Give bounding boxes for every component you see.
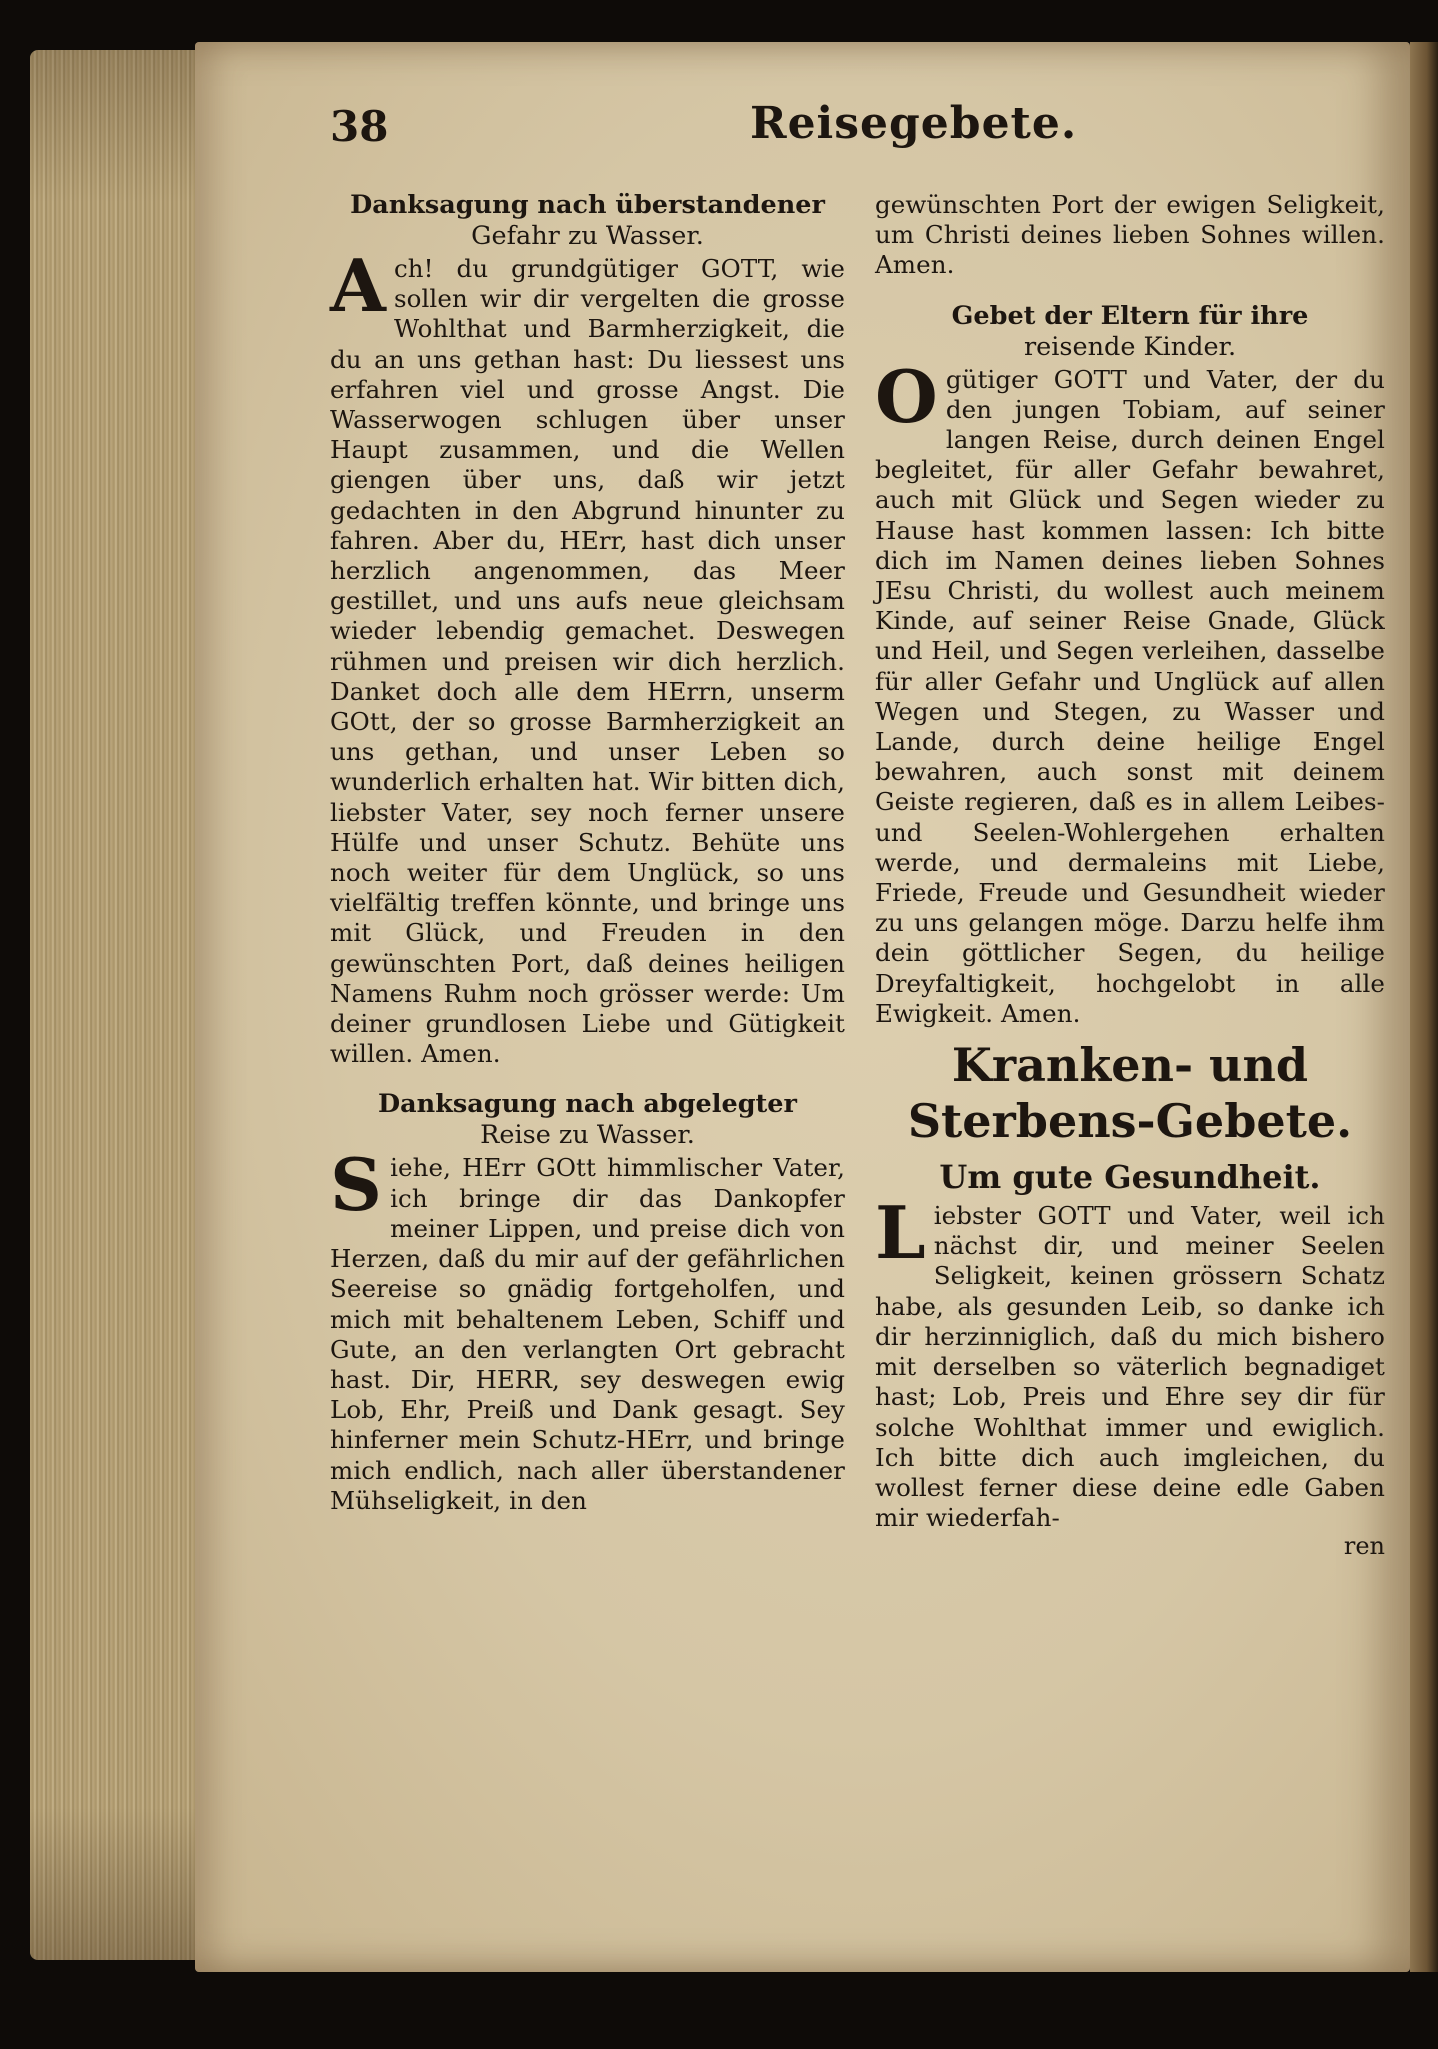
heading-title: Gebet der Eltern für ihre <box>951 300 1309 331</box>
section-heading-danksagung-gefahr <box>330 190 845 252</box>
prayer-text-gesundheit <box>875 1190 1385 1533</box>
heading-subtitle: Gefahr zu Wasser. <box>471 221 704 251</box>
dropcap: A <box>330 243 386 328</box>
heading-subtitle: Reise zu Wasser. <box>480 1120 695 1151</box>
page-header <box>330 90 1390 160</box>
section-heading-danksagung-reise <box>330 1089 845 1151</box>
section-heading-gebet-eltern <box>875 301 1385 363</box>
prayer-continuation: gewünschten Port der ewigen Seligkeit, um Christi deines lieben Sohnes willen. Amen. <box>875 190 1385 280</box>
book-gutter <box>1410 42 1438 1972</box>
prayer-body: iebster GOTT und Vater, weil ich nächst dir, und meiner Seelen Seligkeit, keinen grössern Schatz habe, als gesunden Leib, so danke ich dir herzinniglich, daß du mich bishero mit derselben so väterlich begnadiget hast; Lob, Preis und Ehre sey dir für solche Wohlthat immer und ewiglich. Ich bitte dich auch imgleichen, du wollest ferner diese deine edle Gaben mir wiederfah- <box>875 1201 1385 1533</box>
dropcap: O <box>875 353 938 439</box>
heading-title: Danksagung nach überstandener <box>350 190 825 220</box>
left-column <box>330 190 845 1516</box>
catchword: ren <box>1343 1532 1385 1561</box>
page-number: 38 <box>330 102 389 151</box>
prayer-text-danksagung-reise <box>330 1142 845 1515</box>
heading-subtitle: reisende Kinder. <box>1023 331 1237 362</box>
prayer-text-danksagung-gefahr <box>330 243 845 1069</box>
prayer-body: gütiger GOTT und Vater, der du den jungen Tobiam, auf seiner langen Reise, durch deinen Engel begleitet, für aller Gefahr bewahret, auch mit Glück und Segen wieder zu Hause hast kommen lassen: Ich bitte dich im Namen deines lieben Sohnes JEsu Christi, du wollest auch meinem Kinde, auf seiner Reise Gnade, Glück und Heil, und Segen verleihen, dasselbe für aller Gefahr und Unglück auf allen Wegen und Stegen, zu Wasser und Lande, durch deine heilige Engel bewahren, auch sonst mit deinem Geiste regieren, daß es in allem Leibes- und Seelen-Wohlergehen erhalten werde, und dermaleins mit Liebe, Friede, Freude und Gesundheit wieder zu uns gelangen möge. Darzu helfe ihm dein göttlicher Segen, du heilige Dreyfaltigkeit, hochgelobt in alle Ewigkeit. Amen. <box>875 364 1385 1028</box>
heading-title: Danksagung nach abgelegter <box>378 1089 797 1120</box>
dropcap: L <box>875 1190 926 1276</box>
running-title: Reisegebete. <box>750 98 1078 149</box>
prayer-text-gebet-eltern <box>875 353 1385 1029</box>
prayer-body: iehe, HErr GOtt himmlischer Vater, ich bringe dir das Dankopfer meiner Lippen, und preise dich von Herzen, daß du mir auf der gefährlichen Seereise so gnädig fortgeholfen, und mich mit behaltenem Leben, Schiff und Gute, an den verlangten Ort gebracht hast. Dir, HERR, sey deswegen ewig Lob, Ehr, Preiß und Dank gesagt. Sey hinferner mein Schutz-HErr, und bringe mich endlich, nach aller überstandener Mühseligkeit, in den <box>330 1153 845 1515</box>
chapter-heading-kranken-sterbens: Kranken- und Sterbens-Gebete. <box>907 1038 1353 1149</box>
section-heading-gesundheit: Um gute Gesundheit. <box>939 1158 1321 1197</box>
dropcap: S <box>330 1142 383 1228</box>
right-column <box>875 190 1385 1561</box>
prayer-body: ch! du grundgütiger GOTT, wie sollen wir dir vergelten die grosse Wohlthat und Barmherzigkeit, die du an uns gethan hast: Du liessest uns erfahren viel und grosse Angst. Die Wasserwogen schlugen über unser Haupt zusammen, und die Wellen giengen über uns, daß wir jetzt gedachten in den Abgrund hinunter zu fahren. Aber du, HErr, hast dich unser herzlich angenommen, das Meer gestillet, und uns aufs neue gleichsam wieder lebendig gemachet. Deswegen rühmen und preisen wir dich herzlich. Danket doch alle dem HErrn, unserm GOtt, der so grosse Barmherzigkeit an uns gethan, und unser Leben so wunderlich erhalten hat. Wir bitten dich, liebster Vater, sey noch ferner unsere Hülfe und unser Schutz. Behüte uns noch weiter für dem Unglück, so uns vielfältig treffen könnte, und bringe uns mit Glück, und Freuden in den gewünschten Port, daß deines heiligen Namens Ruhm noch grösser werde: Um deiner grundlosen Liebe und Gütigkeit willen. Amen. <box>330 254 845 1069</box>
